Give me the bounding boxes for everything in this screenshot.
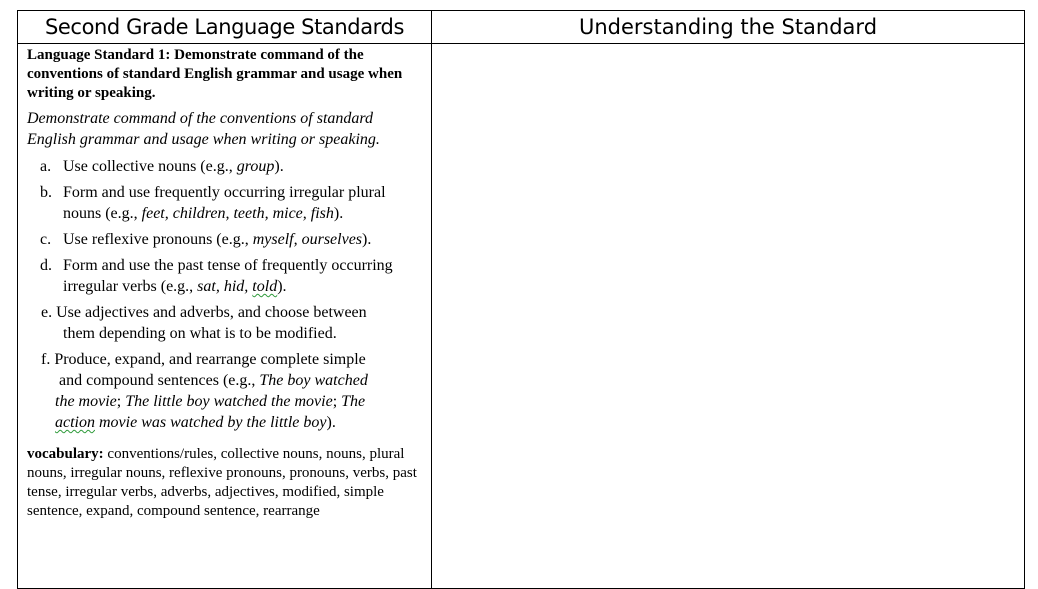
standard-title: Language Standard 1: Demonstrate command of the conventions of standard English grammar and usage when writing or speaking. <box>27 47 403 101</box>
column-divider <box>431 11 432 588</box>
vocabulary-terms: conventions/rules, collective nouns, nouns, plural nouns, irregular nouns, reflexive pronouns, pronouns, verbs, past tense, irregular verbs, adverbs, adjectives, modified, simple sentence, expand, compound sentence, rearrange <box>27 446 417 519</box>
standard-cell <box>27 46 425 521</box>
list-item: f. Produce, expand, and rearrange complete simple and compound sentences (e.g., The boy watched the movie; The little boy watched the movie; The action movie was watched by the little boy). <box>41 351 368 431</box>
vocabulary-label: vocabulary: <box>27 446 104 462</box>
list-item: b. Form and use frequently occurring irregular plural nouns (e.g., feet, children, teeth, mice, fish). <box>40 184 386 222</box>
standard-items <box>27 156 425 433</box>
standards-table <box>17 10 1025 589</box>
list-item: d. Form and use the past tense of frequently occurring irregular verbs (e.g., sat, hid, told). <box>40 257 393 295</box>
header-divider <box>18 43 1024 44</box>
list-item: e. Use adjectives and adverbs, and choose between them depending on what is to be modified. <box>41 304 367 342</box>
list-item: c. Use reflexive pronouns (e.g., myself, ourselves). <box>40 231 372 248</box>
spellcheck-word: told <box>252 278 278 295</box>
item-marker: b. <box>40 184 52 201</box>
item-marker: c. <box>40 231 52 248</box>
header-understanding: Understanding the Standard <box>578 15 878 39</box>
header-grade-standards: Second Grade Language Standards <box>44 15 405 39</box>
item-marker: a. <box>40 158 52 175</box>
list-item: a. Use collective nouns (e.g., group). <box>40 158 284 175</box>
spellcheck-word: action <box>55 414 95 431</box>
vocabulary-list <box>27 445 425 521</box>
standard-intro: Demonstrate command of the conventions of standard English grammar and usage when writing or speaking. <box>27 110 380 148</box>
item-marker: d. <box>40 257 52 274</box>
